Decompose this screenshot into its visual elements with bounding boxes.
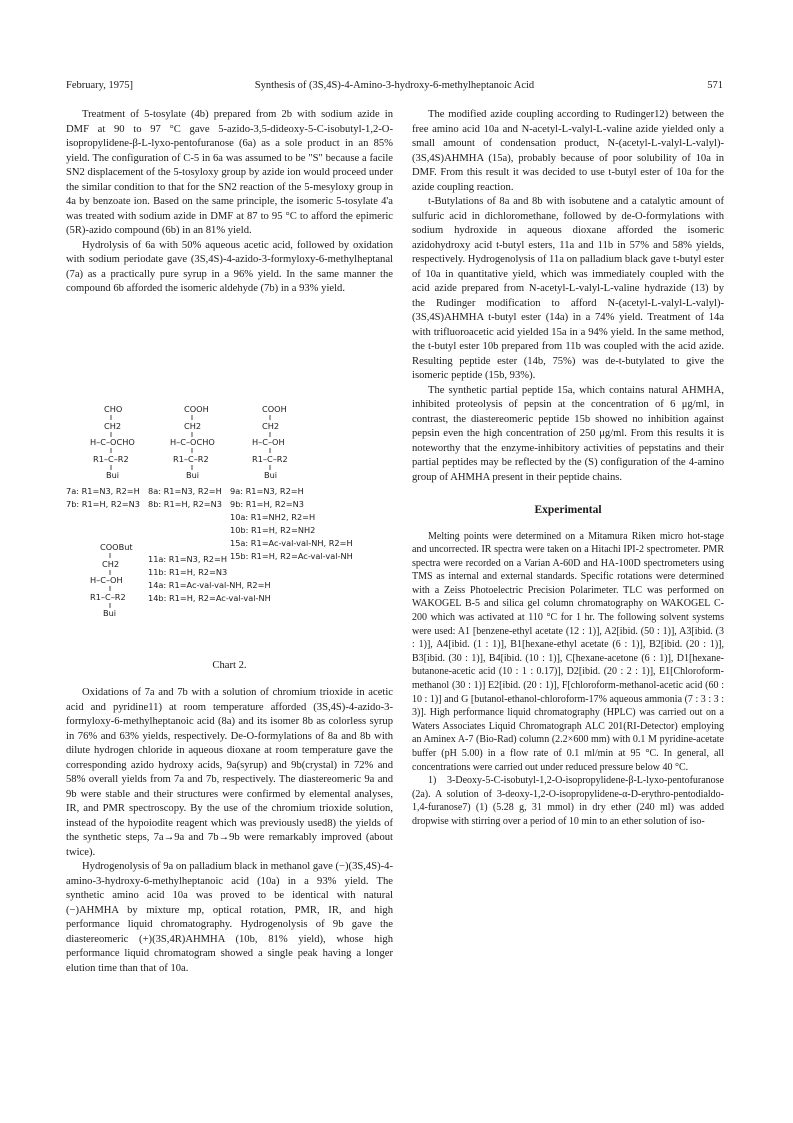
formula-label: CH2: [102, 559, 120, 569]
paragraph: 1) 3-Deoxy-5-C-isobutyl-1,2-O-isopropylidene-β-L-lyxo-pentofuranose (2a). A solution of 3-deoxy-1,2-O-isopropylidene-α-D-erythro-pentodialdo-1,4-furanose7) (1) (5.28 g, 31 mmol) in dry ether (240 ml) was added dropwise with stirring over a period of 10 min to an ether solution of iso-: [412, 775, 724, 827]
compound-label: 9a: R1=N3, R2=H: [230, 486, 304, 496]
compound-label: 14b: R1=H, R2=Ac-val-val-NH: [148, 593, 271, 603]
formula-label: R1–C–R2: [93, 454, 129, 464]
compound-label: 10a: R1=NH2, R2=H: [230, 512, 316, 522]
compound-label: 11a: R1=N3, R2=H: [148, 554, 228, 564]
paragraph: Hydrolysis of 6a with 50% aqueous acetic acid, followed by oxidation with sodium periodate gave (3S,4S)-4-azido-3-formyloxy-6-methylheptanal (7a) as a practically pure syrup in a 96% yield. In the same manner the compound 6b afforded the isomeric aldehyde (7b) in a 93% yield.: [66, 239, 393, 294]
header-date: February, 1975]: [66, 80, 133, 91]
page-number: 571: [707, 80, 723, 91]
formula-label: H–C–OCHO: [170, 437, 215, 447]
formula-label: R1–C–R2: [252, 454, 288, 464]
paragraph: Melting points were determined on a Mitamura Riken micro hot-stage and uncorrected. IR spectra were taken on a Hitachi IPI-2 spectrometer. PMR spectra were recorded on a Varian A-60D and HA-100D spectrometers using TMS as internal and external standards. Specific rotations were determined with a Zeiss Photoelectric Precision Polarimeter. TLC was performed on WAKOGEL B-5 and silica gel column chromatography on WAKOGEL C-200 which was activated at 110 °C for 1 hr. The following solvent systems were used: A1 [benzene-ethyl acetate (12 : 1)], A2[ibid. (50 : 1)], A3[ibid. (3 : 1)], A4[ibid. (1 : 1)], B1[hexane-ethyl acetate (6 : 1)], B2[ibid. (20 : 1)], B3[ibid. (30 : 1)], B4[ibid. (10 : 1)], C[hexane-acetone (6 : 1)], D1[hexane-butanone-acetic acid (10 : 1 : 0.17)], D2[ibid. (20 : 2 : 1)], E1[Chloroform-methanol (30 : 1)] E2[ibid. (20 : 1)], F[chloroform-methanol-acetic acid (60 : 10 : 1)] and G [butanol-ethanol-chloroform-17% aqueous ammonia (7 : 3 : 3 : 3)]. High performance liquid chromatography (HPLC) was carried out on a Waters Associates Liquid Chromatograph ALC 201(RI-Detector) employing an Aminex A-7 (Bio-Rad) column (2.2×600 mm) with 0.1 M pyridine-acetate buffer (pH 5.00) in a flow rate of 0.1 ml/min at 95 °C. In general, all concentrations were carried out under reduced pressure below 40 °C.: [412, 530, 724, 773]
formula-label: Bui: [186, 470, 200, 480]
compound-label: 8b: R1=H, R2=N3: [148, 499, 222, 509]
formula-label: CH2: [262, 421, 280, 431]
section-title-experimental: Experimental: [534, 504, 602, 516]
formula-label: COOH: [262, 404, 287, 414]
paragraph: The synthetic partial peptide 15a, which contains natural AHMHA, inhibited proteolysis of pepsin at the concentration of 6 μg/ml, in contrast, the diastereomeric peptide 15b showed no inhibition against pepsin even the high concentration of 250 μg/ml. From this results it is noteworthy that the enzyme-inhibitory activities of pepstatins and their partial peptides may be reflected by the (S) configuration of the 4-amino group of AHMHA present in their peptide chains.: [412, 384, 724, 483]
chart-2-svg: [66, 400, 393, 656]
formula-label: R1–C–R2: [173, 454, 209, 464]
compound-label: 7b: R1=H, R2=N3: [66, 499, 140, 509]
formula-label: H–C–OH: [90, 575, 123, 585]
paragraph: Oxidations of 7a and 7b with a solution of chromium trioxide in acetic acid and pyridine11) at room temperature afforded (3S,4S)-4-azido-3-formyloxy-6-methylheptanoic acid (8a) and its isomer 8b as colorless syrup in 76% and 63% yields, respectively. De-O-formylations of 8a and 8b with dilute hydrogen chloride in aqueous dioxane at room temperature gave the corresponding azido hydroxy acids, 9a(syrup) and 9b(crystal) in 72% and 58% overall yields from 7a and 7b, respectively. The diastereomeric 9a and 9b were stable and their structures were confirmed by elemental analyses, IR, and PMR spectroscopy. By the use of the chromium trioxide solution, instead of the hypoiodite reagent which was previously used8) the yields of the synthetic steps, 7a→9a and 7b→9b were remarkably improved (about twice).: [66, 687, 393, 858]
formula-label: CH2: [184, 421, 202, 431]
compound-label: 8a: R1=N3, R2=H: [148, 486, 222, 496]
formula-label: R1–C–R2: [90, 592, 126, 602]
left-column-upper: [66, 108, 393, 297]
compound-label: 15b: R1=H, R2=Ac-val-val-NH: [230, 551, 353, 561]
formula-label: COOBut: [100, 542, 133, 552]
formula-label: CH2: [104, 421, 122, 431]
paragraph: t-Butylations of 8a and 8b with isobutene and a catalytic amount of sulfuric acid in dichloromethane, followed by de-O-formylations with sodium hydroxide in aqueous dioxane afforded the isomeric azidohydroxy acid t-butyl esters, 11a and 11b in 57% and 58% yields, respectively. Hydrogenolysis of 11a on palladium black gave t-butyl ester of 10a in quantitative yield, which was immediately coupled with the acid azide prepared from N-acetyl-L-valyl-L-valine hydrazide (13) by the Rudinger modification to afford N-(acetyl-L-valyl-L-valyl)-(3S,4S)AHMHA t-butyl ester (14a) in a 74% yield. Treatment of 14a with trifluoroacetic acid yielded 15a in a 94% yield. In the same method, the t-butyl ester 10b prepared from 11b was coupled with the acid azide. Resulting peptide ester (14b, 75%) was de-t-butylated to give the isomeric peptide (15b, 93%).: [412, 196, 724, 381]
formula-label: Bui: [106, 470, 120, 480]
running-header: [66, 80, 723, 94]
formula-label: COOH: [184, 404, 209, 414]
compound-label: 15a: R1=Ac-val-val-NH, R2=H: [230, 538, 353, 548]
right-column: [412, 108, 724, 829]
formula-label: H–C–OH: [252, 437, 285, 447]
formula-label: Bui: [264, 470, 278, 480]
formula-label: H–C–OCHO: [90, 437, 135, 447]
compound-label: 10b: R1=H, R2=NH2: [230, 525, 316, 535]
paragraph: Treatment of 5-tosylate (4b) prepared from 2b with sodium azide in DMF at 90 to 97 °C gave 5-azido-3,5-dideoxy-5-C-isobutyl-1,2-O-isopropylidene-β-L-lyxo-pentofuranose (6a) as a sole product in an 85% yield. The configuration of C-5 in 6a was assumed to be "S" because a facile SN2 displacement of the 5-tosyloxy group by azide ion would proceed under the similar condition to that for the SN2 reaction of the 5-mesyloxy group in 4a by benzoate ion. Based on the same principle, the isomeric 5-tosylate 4'a was treated with sodium azide in DMF at 87 to 95 °C to afford the epimeric (5R)-azido compound (6b) in an 81% yield.: [66, 109, 393, 236]
header-title: Synthesis of (3S,4S)-4-Amino-3-hydroxy-6-methylheptanoic Acid: [254, 80, 535, 91]
chart-2-formulas: [66, 400, 393, 656]
compound-label: 9b: R1=H, R2=N3: [230, 499, 304, 509]
left-column-lower: [66, 686, 393, 976]
formula-label: CHO: [104, 404, 123, 414]
paragraph: The modified azide coupling according to Rudinger12) between the free amino acid 10a and N-acetyl-L-valyl-L-valine azide yielded only a small amount of condensation product, N-(acetyl-L-valyl-L-valyl)-(3S,4S)AHMHA (15a), probably because of poor solubility of 10a in DMF. From this result it was decided to use t-butyl ester of 10a for the azide coupling reaction.: [412, 109, 724, 193]
compound-label: 7a: R1=N3, R2=H: [66, 486, 140, 496]
formula-label: Bui: [103, 608, 117, 618]
compound-label: 11b: R1=H, R2=N3: [148, 567, 228, 577]
paragraph: Hydrogenolysis of 9a on palladium black in methanol gave (−)(3S,4S)-4-amino-3-hydroxy-6-methylheptanoic acid (10a) in a 93% yield. The synthetic amino acid 10a was proved to be identical with natural (−)AHMHA by mixture mp, optical rotation, PMR, IR, and high performance liquid chromatography. Hydrogenolysis of 9b gave the diastereomeric (+)(3S,4R)AHMHA (10b, 81% yield), whose high performance liquid chromatogram showed a single peak having a longer elution time than that of 10a.: [66, 861, 393, 974]
chart-caption: Chart 2.: [212, 660, 247, 671]
compound-label: 14a: R1=Ac-val-val-NH, R2=H: [148, 580, 271, 590]
